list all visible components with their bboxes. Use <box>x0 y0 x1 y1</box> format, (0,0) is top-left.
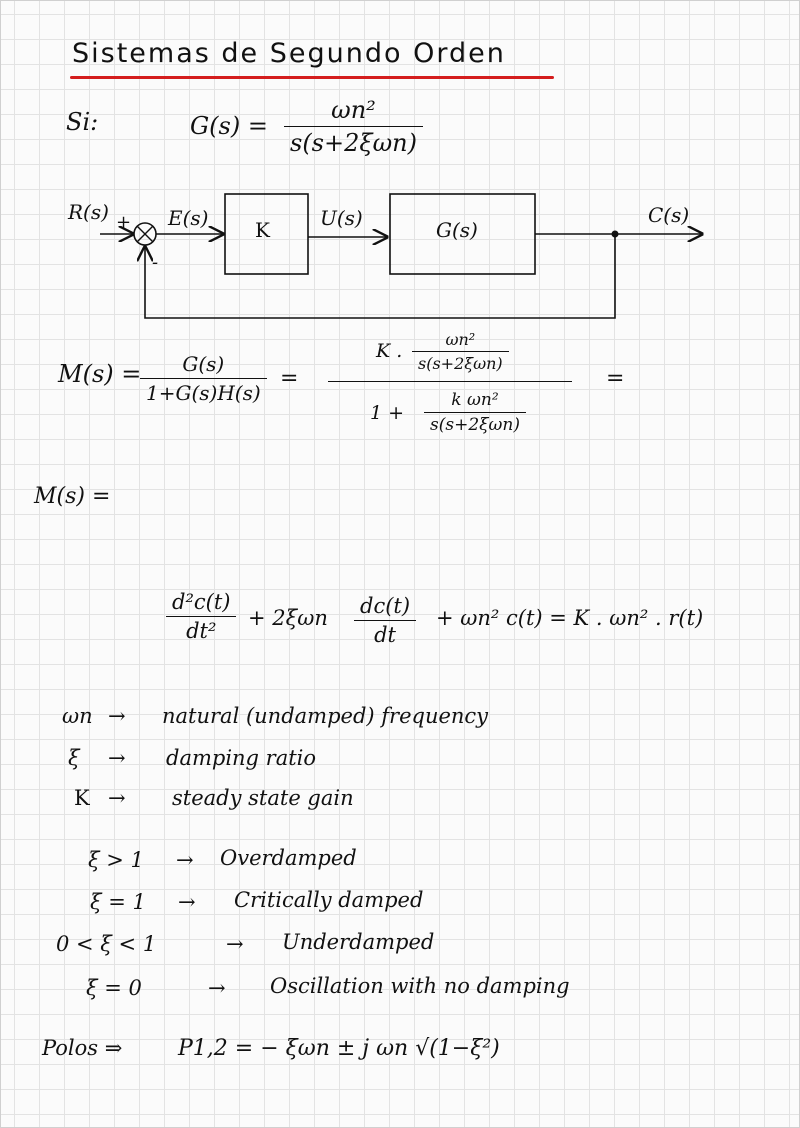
summing-junction-icon <box>134 223 156 245</box>
damping-term: + 2ξωn <box>248 606 328 630</box>
dc-num: dc(t) <box>360 594 411 618</box>
arrow-icon: → <box>178 890 196 914</box>
case-text: Oscillation with no damping <box>270 974 570 998</box>
gain-label: K <box>255 218 270 242</box>
arrow-icon: → <box>226 932 244 956</box>
g-denominator: s(s+2ξωn) <box>290 129 417 157</box>
si-label: Si: <box>66 108 99 136</box>
case-condition: ξ = 0 <box>86 976 142 1000</box>
closed-loop-blank-label: M(s) = <box>34 484 111 509</box>
plant-label: G(s) <box>436 218 478 242</box>
output-label: C(s) <box>648 203 690 227</box>
main-fraction-bar <box>328 381 572 382</box>
control-label: U(s) <box>320 206 363 230</box>
inner-num: ωn² <box>445 330 476 349</box>
def-text: steady state gain <box>172 786 354 810</box>
closed-loop-general <box>140 352 267 405</box>
def-symbol: K <box>74 786 90 810</box>
equation-rhs: + ωn² c(t) = K . ωn² . r(t) <box>436 606 704 630</box>
gain-factor: K . <box>376 340 403 362</box>
cl-numerator: G(s) <box>182 352 225 376</box>
case-condition: ξ = 1 <box>90 890 146 914</box>
case-text: Overdamped <box>220 846 357 870</box>
plus-sign: + <box>116 212 132 233</box>
arrow-icon: → <box>208 976 226 1000</box>
closed-loop-label: M(s) = <box>58 360 142 388</box>
case-text: Critically damped <box>234 888 424 912</box>
poles-expression: P1,2 = − ξωn ± j ωn √(1−ξ²) <box>178 1036 500 1061</box>
one-plus: 1 + <box>370 402 405 424</box>
d2c-num: d²c(t) <box>172 590 231 614</box>
inner-numerator-fraction <box>412 330 509 373</box>
input-label: R(s) <box>68 200 109 224</box>
case-condition: 0 < ξ < 1 <box>56 932 157 956</box>
def-symbol: ωn <box>62 704 93 728</box>
arrow-icon: → <box>108 704 126 728</box>
d2c-den: dt² <box>186 619 217 643</box>
arrow-icon: → <box>176 848 194 872</box>
poles-label: Polos ⇒ <box>42 1036 123 1060</box>
inner-denominator-fraction <box>424 390 526 435</box>
inner-den-num: k ωn² <box>451 390 499 410</box>
def-text: natural (undamped) frequency <box>162 704 489 728</box>
inner-den-den: s(s+2ξωn) <box>430 415 520 435</box>
case-condition: ξ > 1 <box>88 848 144 872</box>
equals-sign: = <box>606 366 625 391</box>
first-derivative <box>354 594 416 647</box>
equals-sign: = <box>280 366 299 391</box>
cl-denominator: 1+G(s)H(s) <box>146 381 261 405</box>
feedback-path <box>145 234 615 318</box>
second-derivative <box>166 590 236 643</box>
page-title: Sistemas de Segundo Orden <box>72 38 506 69</box>
g-numerator: ωn² <box>331 96 376 124</box>
error-label: E(s) <box>168 206 209 230</box>
case-text: Underdamped <box>282 930 435 954</box>
arrow-icon: → <box>108 746 126 770</box>
g-of-s-label: G(s) = <box>190 112 268 140</box>
def-symbol: ξ <box>68 746 80 770</box>
dc-den: dt <box>374 623 396 647</box>
def-text: damping ratio <box>166 746 317 770</box>
arrow-icon: → <box>108 786 126 810</box>
block-diagram <box>0 0 800 340</box>
inner-den: s(s+2ξωn) <box>418 354 503 373</box>
minus-sign: - <box>152 252 159 273</box>
